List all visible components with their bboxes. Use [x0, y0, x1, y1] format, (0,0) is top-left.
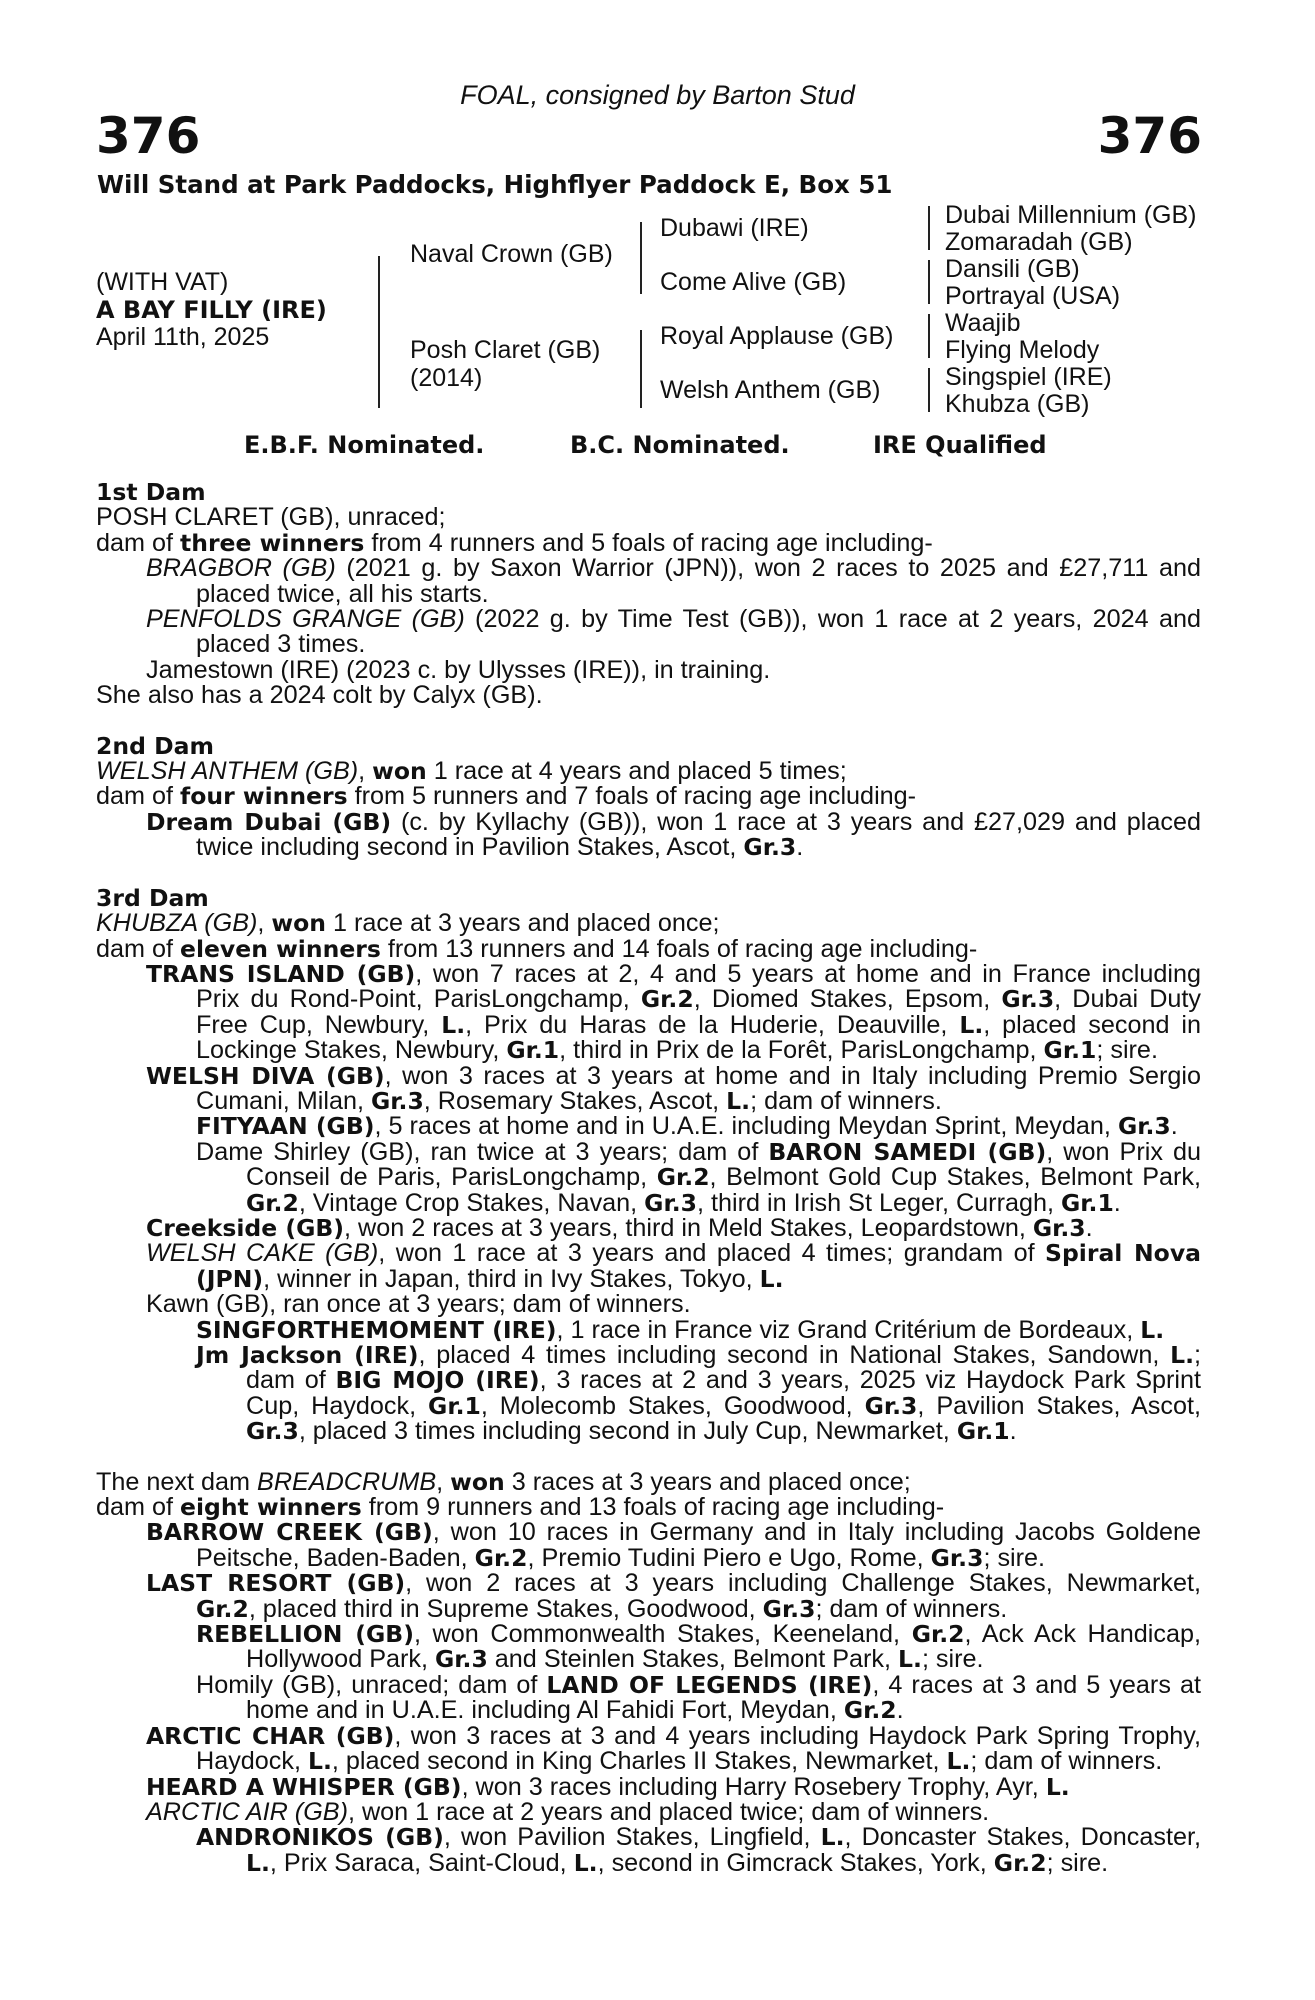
dam-3-line: Gr.2, Vintage Crop Stakes, Navan, Gr.3, third in Irish St Leger, Curragh, Gr.1. — [246, 1188, 1121, 1217]
dam-3-line: Jm Jackson (IRE), placed 4 times including second in National Stakes, Sandown, L.; — [196, 1341, 1201, 1369]
horse-name: A BAY FILLY (IRE) — [96, 296, 327, 324]
dam-3-line: Gr.3, placed 3 times including second in July Cup, Newmarket, Gr.1. — [246, 1417, 1017, 1446]
dam-1-line: BRAGBOR (GB) (2021 g. by Saxon Warrior (JPN)), won 2 races to 2025 and £27,711 and — [146, 554, 1201, 583]
dam-dam: Welsh Anthem (GB) — [660, 376, 881, 404]
gsire-4: Portrayal (USA) — [945, 282, 1121, 310]
brace-g1 — [928, 206, 930, 250]
dam-1-line: She also has a 2024 colt by Calyx (GB). — [96, 681, 543, 710]
sire: Naval Crown (GB) — [410, 240, 613, 268]
dam-2-line: dam of four winners from 5 runners and 7 foals of racing age including- — [96, 782, 917, 811]
dam-2-line: WELSH ANTHEM (GB), won 1 race at 4 years and placed 5 times; — [96, 757, 847, 786]
next-dam-line: ANDRONIKOS (GB), won Pavilion Stakes, Lingfield, L., Doncaster Stakes, Doncaster, — [196, 1823, 1201, 1852]
section-heading-2nd-dam: 2nd Dam — [96, 731, 214, 760]
gsire-6: Flying Melody — [945, 336, 1100, 364]
dam-sire: Royal Applause (GB) — [660, 322, 894, 350]
dam-2-line: twice including second in Pavilion Stakes, Ascot, Gr.3. — [196, 833, 804, 862]
dam-1-line: POSH CLARET (GB), unraced; — [96, 503, 446, 532]
dam-3-line: dam of eleven winners from 13 runners and 14 foals of racing age including- — [96, 934, 978, 963]
dam-3-line: Prix du Rond-Point, ParisLongchamp, Gr.2, Diomed Stakes, Epsom, Gr.3, Dubai Duty — [196, 985, 1202, 1014]
dam-3-line: WELSH DIVA (GB), won 3 races at 3 years at home and in Italy including Premio Sergio — [146, 1061, 1201, 1090]
next-dam-line: home and in U.A.E. including Al Fahidi Fort, Meydan, Gr.2. — [246, 1696, 904, 1725]
gsire-3: Dansili (GB) — [945, 255, 1080, 283]
section-heading-3rd-dam: 3rd Dam — [96, 883, 209, 912]
dam-3-line: Kawn (GB), ran once at 3 years; dam of winners. — [146, 1290, 691, 1319]
dam-3-line: WELSH CAKE (GB), won 1 race at 3 years and placed 4 times; grandam of Spiral Nova — [146, 1239, 1201, 1268]
dam-3-line: TRANS ISLAND (GB), won 7 races at 2, 4 and 5 years at home and in France including — [146, 959, 1201, 988]
next-dam-line: REBELLION (GB), won Commonwealth Stakes, Keeneland, Gr.2, Ack Ack Handicap, — [196, 1620, 1201, 1649]
lot-number-right: 376 — [1097, 107, 1202, 165]
dam-3-line: Free Cup, Newbury, L., Prix du Haras de la Huderie, Deauville, L., placed second in — [196, 1010, 1201, 1039]
sire-sire: Dubawi (IRE) — [660, 214, 809, 242]
dam-3-line: Cumani, Milan, Gr.3, Rosemary Stakes, Ascot, L.; dam of winners. — [196, 1086, 942, 1115]
bc-nominated: B.C. Nominated. — [570, 431, 790, 459]
next-dam-line: Peitsche, Baden-Baden, Gr.2, Premio Tudini Piero e Ugo, Rome, Gr.3; sire. — [196, 1543, 1046, 1572]
brace-sire — [640, 222, 642, 294]
foaling-date: April 11th, 2025 — [96, 323, 270, 351]
next-dam-line: dam of eight winners from 9 runners and 13 foals of racing age including- — [96, 1493, 945, 1522]
dam-1-line: placed 3 times. — [196, 630, 366, 659]
dam-3-line: KHUBZA (GB), won 1 race at 3 years and placed once; — [96, 909, 720, 938]
dam-name: Posh Claret (GB) — [410, 336, 601, 364]
stand-location: Will Stand at Park Paddocks, Highflyer Paddock E, Box 51 — [97, 170, 893, 199]
next-dam-line: ARCTIC CHAR (GB), won 3 races at 3 and 4 years including Haydock Park Spring Trophy, — [146, 1721, 1201, 1750]
section-heading-1st-dam: 1st Dam — [96, 478, 206, 506]
brace-g2 — [928, 260, 930, 304]
sire-dam: Come Alive (GB) — [660, 268, 847, 296]
dam-1-line: placed twice, all his starts. — [196, 579, 489, 608]
next-dam-line: LAST RESORT (GB), won 2 races at 3 years including Challenge Stakes, Newmarket, — [146, 1569, 1201, 1598]
dam-3-line: Lockinge Stakes, Newbury, Gr.1, third in Prix de la Forêt, ParisLongchamp, Gr.1; sire. — [196, 1036, 1158, 1065]
next-dam-line: The next dam BREADCRUMB, won 3 races at 3 years and placed once; — [96, 1467, 911, 1496]
dam-1-line: PENFOLDS GRANGE (GB) (2022 g. by Time Test (GB)), won 1 race at 2 years, 2024 and — [146, 605, 1201, 634]
lot-number-left: 376 — [96, 107, 201, 165]
next-dam-line: Homily (GB), unraced; dam of LAND OF LEGENDS (IRE), 4 races at 3 and 5 years at — [196, 1670, 1201, 1699]
dam-3-line: dam of BIG MOJO (IRE), 3 races at 2 and 3 years, 2025 viz Haydock Park Sprint — [246, 1366, 1201, 1395]
gsire-8: Khubza (GB) — [945, 390, 1090, 418]
dam-1-line: Jamestown (IRE) (2023 c. by Ulysses (IRE)), in training. — [146, 655, 771, 684]
vat-note: (WITH VAT) — [96, 268, 229, 296]
next-dam-line: HEARD A WHISPER (GB), won 3 races including Harry Rosebery Trophy, Ayr, L. — [146, 1772, 1070, 1801]
next-dam-line: Gr.2, placed third in Supreme Stakes, Goodwood, Gr.3; dam of winners. — [196, 1594, 1008, 1623]
brace-g3 — [928, 314, 930, 358]
dam-3-line: (JPN), winner in Japan, third in Ivy Stakes, Tokyo, L. — [196, 1264, 784, 1293]
dam-3-line: Cup, Haydock, Gr.1, Molecomb Stakes, Goodwood, Gr.3, Pavilion Stakes, Ascot, — [246, 1391, 1201, 1420]
gsire-7: Singspiel (IRE) — [945, 363, 1112, 391]
dam-3-line: FITYAAN (GB), 5 races at home and in U.A.E. including Meydan Sprint, Meydan, Gr.3. — [196, 1112, 1178, 1141]
ire-qualified: IRE Qualified — [873, 431, 1047, 459]
dam-3-line: Creekside (GB), won 2 races at 3 years, third in Meld Stakes, Leopardstown, Gr.3. — [146, 1213, 1093, 1242]
ebf-nominated: E.B.F. Nominated. — [244, 431, 485, 459]
next-dam-line: L., Prix Saraca, Saint-Cloud, L., second in Gimcrack Stakes, York, Gr.2; sire. — [246, 1848, 1109, 1877]
gsire-1: Dubai Millennium (GB) — [945, 201, 1197, 229]
brace-dam — [640, 330, 642, 408]
next-dam-line: Hollywood Park, Gr.3 and Steinlen Stakes, Belmont Park, L.; sire. — [246, 1645, 984, 1674]
brace-main — [378, 256, 380, 408]
dam-3-line: Conseil de Paris, ParisLongchamp, Gr.2, Belmont Gold Cup Stakes, Belmont Park, — [246, 1163, 1202, 1192]
consignment-line: FOAL, consigned by Barton Stud — [460, 80, 855, 110]
dam-year: (2014) — [410, 364, 483, 392]
dam-3-line: Dame Shirley (GB), ran twice at 3 years; dam of BARON SAMEDI (GB), won Prix du — [196, 1137, 1202, 1166]
gsire-2: Zomaradah (GB) — [945, 228, 1133, 256]
next-dam-line: BARROW CREEK (GB), won 10 races in Germany and in Italy including Jacobs Goldene — [146, 1518, 1202, 1547]
next-dam-line: ARCTIC AIR (GB), won 1 race at 2 years and placed twice; dam of winners. — [146, 1797, 990, 1826]
brace-g4 — [928, 368, 930, 412]
gsire-5: Waajib — [945, 309, 1021, 337]
dam-3-line: SINGFORTHEMOMENT (IRE), 1 race in France viz Grand Critérium de Bordeaux, L. — [196, 1315, 1165, 1344]
next-dam-line: Haydock, L., placed second in King Charles II Stakes, Newmarket, L.; dam of winners. — [196, 1747, 1163, 1776]
catalogue-body — [96, 480, 1201, 1876]
dam-1-line: dam of three winners from 4 runners and 5 foals of racing age including- — [96, 528, 933, 557]
dam-2-line: Dream Dubai (GB) (c. by Kyllachy (GB)), won 1 race at 3 years and £27,029 and placed — [146, 807, 1201, 836]
